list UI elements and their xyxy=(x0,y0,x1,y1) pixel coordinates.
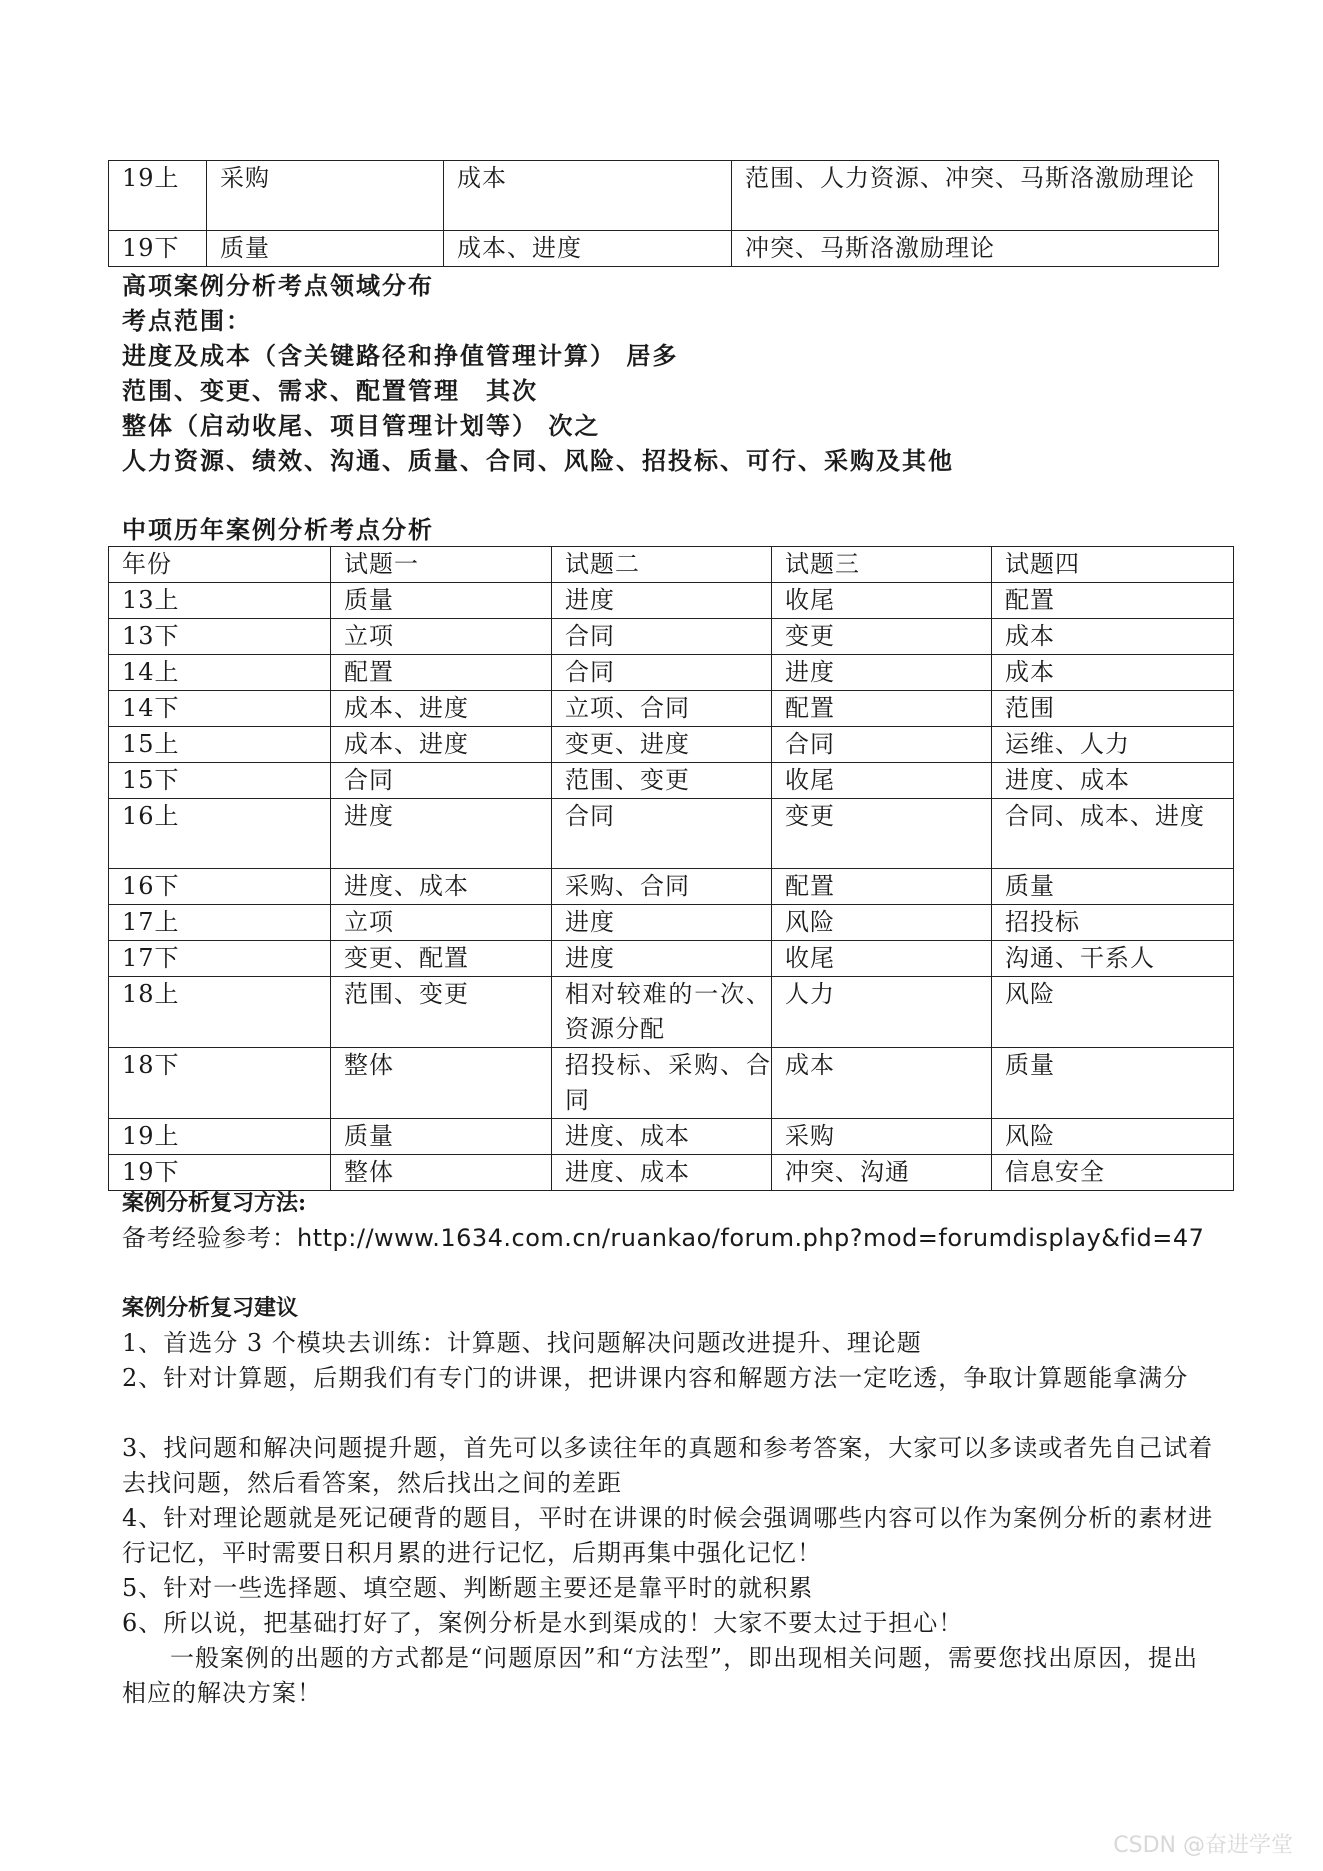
table-cell: 14上 xyxy=(109,655,331,691)
table-cell: 19上 xyxy=(109,1119,331,1155)
table-cell: 合同 xyxy=(552,655,772,691)
table-row xyxy=(109,799,1234,869)
table-cell: 配置 xyxy=(772,869,992,905)
table-row xyxy=(109,1048,1234,1119)
table-cell: 13上 xyxy=(109,583,331,619)
table-cell: 质量 xyxy=(331,1119,552,1155)
review-advice-title: 案例分析复习建议 xyxy=(122,1295,299,1321)
table-cell: 配置 xyxy=(992,583,1234,619)
table-cell: 立项 xyxy=(331,619,552,655)
table-cell: 17上 xyxy=(109,905,331,941)
table-cell: 招投标 xyxy=(992,905,1234,941)
table-cell: 整体 xyxy=(331,1155,552,1191)
table-cell: 范围、人力资源、冲突、马斯洛激励理论 xyxy=(732,161,1219,231)
table-cell: 配置 xyxy=(772,691,992,727)
table-cell: 成本、进度 xyxy=(331,727,552,763)
table-cell: 质量 xyxy=(331,583,552,619)
table-cell: 冲突、沟通 xyxy=(772,1155,992,1191)
table-cell: 运维、人力 xyxy=(992,727,1234,763)
table-cell: 立项、合同 xyxy=(552,691,772,727)
advice-item: 6、所以说，把基础打好了，案例分析是水到渠成的！大家不要太过于担心！ xyxy=(122,1609,964,1637)
advice-item: 1、首选分 3 个模块去训练：计算题、找问题解决问题改进提升、理论题 xyxy=(122,1329,922,1357)
table-cell: 收尾 xyxy=(772,941,992,977)
high-section-title: 高项案例分析考点领域分布 xyxy=(122,271,434,300)
table-cell: 变更 xyxy=(772,799,992,869)
table-cell: 采购 xyxy=(207,161,444,231)
table-cell: 进度、成本 xyxy=(552,1119,772,1155)
top-table xyxy=(108,160,1219,267)
table-cell: 信息安全 xyxy=(992,1155,1234,1191)
table-cell: 合同 xyxy=(552,799,772,869)
table-cell: 采购、合同 xyxy=(552,869,772,905)
table-cell: 进度 xyxy=(552,905,772,941)
table-cell: 15上 xyxy=(109,727,331,763)
table-row xyxy=(109,905,1234,941)
table-header-cell: 试题二 xyxy=(552,547,772,583)
table-cell: 立项 xyxy=(331,905,552,941)
table-row xyxy=(109,941,1234,977)
high-section-line: 进度及成本（含关键路径和挣值管理计算） 居多 xyxy=(122,341,679,370)
table-cell: 19上 xyxy=(109,161,207,231)
table-cell: 进度 xyxy=(331,799,552,869)
table-cell: 范围、变更 xyxy=(331,977,552,1048)
table-cell: 范围 xyxy=(992,691,1234,727)
table-cell: 成本、进度 xyxy=(331,691,552,727)
table-cell: 成本、进度 xyxy=(444,231,732,267)
table-row xyxy=(109,1119,1234,1155)
high-section-line: 人力资源、绩效、沟通、质量、合同、风险、招投标、可行、采购及其他 xyxy=(122,446,954,475)
table-cell: 进度、成本 xyxy=(992,763,1234,799)
table-cell: 采购 xyxy=(772,1119,992,1155)
table-cell: 进度 xyxy=(552,941,772,977)
advice-item: 2、针对计算题，后期我们有专门的讲课，把讲课内容和解题方法一定吃透，争取计算题能拿满分 xyxy=(122,1364,1189,1392)
table-cell: 16下 xyxy=(109,869,331,905)
table-row xyxy=(109,655,1234,691)
table-cell: 合同 xyxy=(772,727,992,763)
table-cell: 配置 xyxy=(331,655,552,691)
table-cell: 18下 xyxy=(109,1048,331,1119)
table-cell: 变更、进度 xyxy=(552,727,772,763)
table-cell: 合同、成本、进度 xyxy=(992,799,1234,869)
high-section-scope-label: 考点范围： xyxy=(122,306,252,335)
table-row xyxy=(109,763,1234,799)
table-cell: 冲突、马斯洛激励理论 xyxy=(732,231,1219,267)
table-row xyxy=(109,619,1234,655)
high-section-line: 范围、变更、需求、配置管理 其次 xyxy=(122,376,538,405)
table-header-row xyxy=(109,547,1234,583)
table-cell: 成本 xyxy=(772,1048,992,1119)
table-cell: 17下 xyxy=(109,941,331,977)
table-cell: 人力 xyxy=(772,977,992,1048)
table-cell: 进度 xyxy=(772,655,992,691)
table-row xyxy=(109,977,1234,1048)
review-method-label: 备考经验参考： xyxy=(122,1224,297,1252)
table-header-cell: 试题一 xyxy=(331,547,552,583)
table-row xyxy=(109,231,1219,267)
table-cell: 18上 xyxy=(109,977,331,1048)
review-method-line xyxy=(122,1221,1242,1256)
table-cell: 16上 xyxy=(109,799,331,869)
mid-section-title: 中项历年案例分析考点分析 xyxy=(122,515,434,544)
table-cell: 风险 xyxy=(992,1119,1234,1155)
advice-item: 5、针对一些选择题、填空题、判断题主要还是靠平时的就积累 xyxy=(122,1574,814,1602)
table-row xyxy=(109,161,1219,231)
reference-link[interactable]: http://www.1634.com.cn/ruankao/forum.php?mod=forumdisplay&fid=47 xyxy=(297,1224,1205,1252)
advice-item: 3、找问题和解决问题提升题，首先可以多读往年的真题和参考答案，大家可以多读或者先自己试着去找问题，然后看答案，然后找出之间的差距 xyxy=(122,1434,1214,1497)
table-cell: 成本 xyxy=(444,161,732,231)
mid-table xyxy=(108,546,1234,1191)
table-cell: 质量 xyxy=(992,869,1234,905)
table-cell: 范围、变更 xyxy=(552,763,772,799)
table-cell: 合同 xyxy=(552,619,772,655)
table-row xyxy=(109,583,1234,619)
table-cell: 整体 xyxy=(331,1048,552,1119)
table-header-cell: 年份 xyxy=(109,547,331,583)
table-cell: 变更、配置 xyxy=(331,941,552,977)
table-cell: 15下 xyxy=(109,763,331,799)
table-cell: 进度 xyxy=(552,583,772,619)
table-cell: 质量 xyxy=(992,1048,1234,1119)
table-cell: 相对较难的一次、资源分配 xyxy=(552,977,772,1048)
table-cell: 收尾 xyxy=(772,583,992,619)
table-cell: 成本 xyxy=(992,619,1234,655)
table-row xyxy=(109,869,1234,905)
table-cell: 招投标、采购、合同 xyxy=(552,1048,772,1119)
table-cell: 13下 xyxy=(109,619,331,655)
table-cell: 合同 xyxy=(331,763,552,799)
table-cell: 进度、成本 xyxy=(331,869,552,905)
review-method-title: 案例分析复习方法: xyxy=(122,1190,307,1216)
table-cell: 成本 xyxy=(992,655,1234,691)
table-row xyxy=(109,691,1234,727)
table-cell: 收尾 xyxy=(772,763,992,799)
table-cell: 质量 xyxy=(207,231,444,267)
table-cell: 进度、成本 xyxy=(552,1155,772,1191)
table-cell: 变更 xyxy=(772,619,992,655)
table-row xyxy=(109,727,1234,763)
table-cell: 19下 xyxy=(109,231,207,267)
table-cell: 风险 xyxy=(772,905,992,941)
table-header-cell: 试题三 xyxy=(772,547,992,583)
high-section-line: 整体（启动收尾、项目管理计划等） 次之 xyxy=(122,411,601,440)
table-header-cell: 试题四 xyxy=(992,547,1234,583)
table-cell: 沟通、干系人 xyxy=(992,941,1234,977)
advice-closing: 一般案例的出题的方式都是“问题原因”和“方法型”，即出现相关问题，需要您找出原因，提出相应的解决方案！ xyxy=(122,1644,1199,1707)
table-cell: 风险 xyxy=(992,977,1234,1048)
watermark: CSDN @奋进学堂 xyxy=(1113,1833,1293,1858)
advice-item: 4、针对理论题就是死记硬背的题目，平时在讲课的时候会强调哪些内容可以作为案例分析的素材进行记忆，平时需要日积月累的进行记忆，后期再集中强化记忆！ xyxy=(122,1504,1214,1567)
table-cell: 19下 xyxy=(109,1155,331,1191)
table-cell: 14下 xyxy=(109,691,331,727)
